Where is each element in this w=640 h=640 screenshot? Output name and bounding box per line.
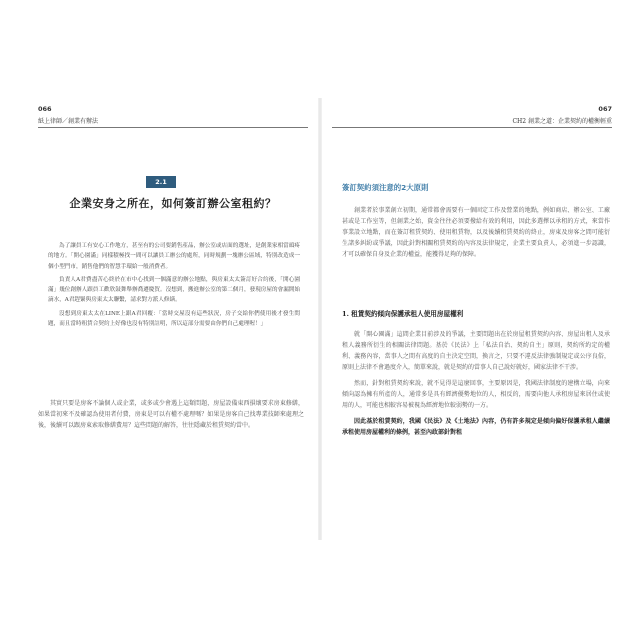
story-paragraph: 負責人A君費盡苦心終於在市中心找到一個滿意的辦公地點，與房東太太簽訂好合約後，「開心園滿」幾位創辦人跟員工歡欣鼓舞舉辦喬遷慶賀。沒想到，搬進辦公室的第二個月，發現房屋的會漏開始滴水，A君趕緊與房東太太聯繫，請求對方派人修繕。 xyxy=(48,276,300,304)
intro-body xyxy=(342,205,610,265)
header-rule xyxy=(332,127,612,128)
section-badge: 2.1 xyxy=(146,176,176,188)
page-number: 067 xyxy=(598,105,612,113)
body-paragraph: 其實只要是房客不論個人或企業，或多或少會遇上這類問題，房屋設備東西損壞要求房東修繕，如果當初來不及確認為使用者付費，房東是可以有權不處理嗎？如果是房客自己找專業技師來處理之後，後續可以跟房東索取修繕費用？這些問題的解答，往往隱藏於租賃契約當中。 xyxy=(38,400,304,429)
right-body xyxy=(342,329,610,443)
page-number: 066 xyxy=(38,105,52,113)
gutter xyxy=(318,98,322,540)
right-page xyxy=(332,98,622,540)
running-head: CH2 創業之道：企業契約的權衡輕重 xyxy=(512,118,612,125)
chapter-title: 企業安身之所在，如何簽訂辦公室租約？ xyxy=(69,197,277,210)
body-paragraph: 就「開心園滿」這間企業目前涉及的爭議，主要問題出在於房屋租賃契約內容、房屋出租人及承租人義務所衍生的相關法律問題。基於《民法》上「私法自治、契約自主」原則，契約所約定的權利、義務內容，當事人之間有高度的自主決定空間，換言之，只要不違反法律強制規定或公序良俗，原則上法律不會過度介入，簡單來說，就是契約的當事人自己說好就好，國家法律不干涉。 xyxy=(342,331,610,371)
header-rule xyxy=(38,127,308,128)
section-heading: 簽訂契約須注意的2大原則 xyxy=(342,183,429,192)
body-paragraph: 然而，針對租賃契約來說，就不見得是這麼回事，主要原因是，我國法律制度的建構立場，向來傾向認為擁有所產的人，通常多是具有經濟優勢地位的人，相反的，需要向他人承租房屋來居住或使用的人，可能也相較容易被視為經濟地位較弱勢的一方。 xyxy=(342,380,610,409)
story-paragraph: 為了讓員工有安心工作地方，甚至有的公司要銷售產品，辦公室或店面的選址，是創業家相當頭疼的地方。「開心園滿」同樣積極找一間可以讓員工辦公的處所，同時規劃一塊辦公區域，特別改造成一個小型門市，銷售他們的智慧手環給一般消費者。 xyxy=(48,243,300,270)
story-paragraph: 沒想到房東太太在LINE上跟A君回覆：「當時交屋沒有這些狀況，房子交給你們使用後才發生問題，而且當時租賃合契約上好像也沒有特別註明，所以這部分需要由你們自己處理喔！」 xyxy=(48,310,300,328)
left-page xyxy=(18,98,308,540)
running-head: 紙上律師／創業有辦法 xyxy=(38,118,99,125)
body-paragraph: 因此基於租賃契約，我國《民法》及《土地法》內容，仍有許多規定是傾向偏好保護承租人繼續承租使用房屋權利的條例，甚至內政部針對租 xyxy=(342,418,610,436)
left-body xyxy=(38,398,304,431)
body-paragraph: 創業者於事業創立初期，通常都會需要有一個固定工作及營業的地點，例如商店、辦公室、工廠甚或是工作室等，但創業之始，資金往往必須要撥給有效的利用，因此多選擇以承租的方式，來當作事業設立地點，而在簽訂租賃契約、使用租賃物，以及後續租賃契約的終止，房東及房客之間可能衍生諸多糾紛或爭議，因此針對相關租賃契約的內容及法律規定，企業主要負責人，必須進一步認識，才可以確保自身及企業的權益，能獲得足夠的保障。 xyxy=(342,207,610,258)
subheading: 1. 租賃契約傾向保護承租人使用房屋權利 xyxy=(342,310,464,318)
case-story xyxy=(48,241,300,332)
